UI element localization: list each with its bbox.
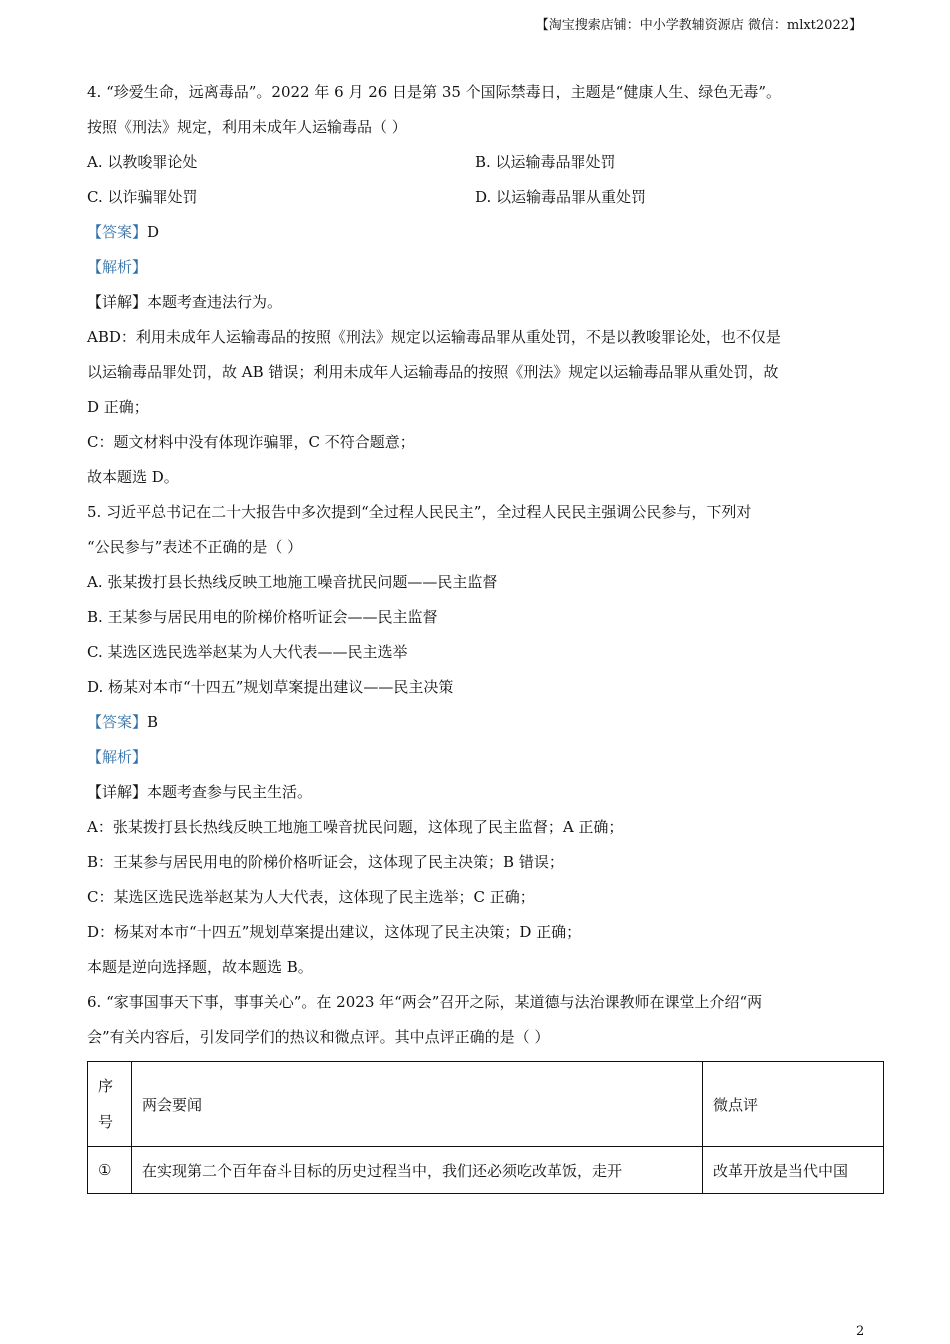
q5-option-a: A. 张某拨打县长热线反映工地施工噪音扰民问题——民主监督	[87, 573, 498, 591]
q5-explanation-4: D：杨某对本市“十四五”规划草案提出建议，这体现了民主决策；D 正确；	[87, 923, 582, 941]
table-row	[88, 1147, 884, 1194]
q5-option-d: D. 杨某对本市“十四五”规划草案提出建议——民主决策	[87, 678, 454, 696]
q4-stem-line1: 4. “珍爱生命，远离毒品”。2022 年 6 月 26 日是第 35 个国际禁毒日，主题是“健康人生、绿色无毒”。	[87, 83, 782, 101]
q5-option-b: B. 王某参与居民用电的阶梯价格听证会——民主监督	[87, 608, 438, 626]
q4-explanation-5: 故本题选 D。	[87, 468, 179, 486]
q6-table	[87, 1061, 884, 1194]
q4-option-d: D. 以运输毒品罪从重处罚	[475, 188, 647, 206]
q4-stem-line2: 按照《刑法》规定，利用未成年人运输毒品（ ）	[87, 118, 407, 136]
q5-explanation-5: 本题是逆向选择题，故本题选 B。	[87, 958, 313, 976]
q4-explanation-3: D 正确；	[87, 398, 149, 416]
q5-answer	[87, 705, 877, 740]
table-header-row	[88, 1062, 884, 1147]
q5-explanation-2: B：王某参与居民用电的阶梯价格听证会，这体现了民主决策；B 错误；	[87, 853, 564, 871]
q5-stem-line2: “公民参与”表述不正确的是（ ）	[87, 538, 303, 556]
row-comment-cell: 改革开放是当代中国	[703, 1147, 884, 1194]
q5-stem-line1: 5. 习近平总书记在二十大报告中多次提到“全过程人民民主”，全过程人民民主强调公民参与，下列对	[87, 503, 752, 521]
header-cell-number	[88, 1062, 132, 1147]
q5-detail: 【详解】本题考查参与民主生活。	[87, 783, 313, 801]
q4-option-a: A. 以教唆罪论处	[87, 153, 198, 171]
q4-answer	[87, 215, 877, 250]
q5-answer-value: B	[147, 713, 159, 731]
q5-answer-tag: 【答案】	[87, 713, 148, 731]
q4-options-row2	[87, 180, 877, 215]
q4-explanation-4: C：题文材料中没有体现诈骗罪，C 不符合题意；	[87, 433, 415, 451]
q6-stem-line1: 6. “家事国事天下事，事事关心”。在 2023 年“两会”召开之际，某道德与法治课教师在课堂上介绍“两	[87, 993, 763, 1011]
q4-answer-value: D	[147, 223, 160, 241]
q4-option-c: C. 以诈骗罪处罚	[87, 188, 198, 206]
q5-explanation-3: C：某选区选民选举赵某为人大代表，这体现了民主选举；C 正确；	[87, 888, 535, 906]
q4-option-b: B. 以运输毒品罪处罚	[475, 153, 616, 171]
header-number-char1: 序	[98, 1077, 114, 1095]
document-body	[87, 75, 877, 1194]
header-number-char2: 号	[98, 1113, 114, 1131]
row-news-cell: 在实现第二个百年奋斗目标的历史过程当中，我们还必须吃改革饭，走开	[132, 1147, 703, 1194]
q6-stem-line2: 会”有关内容后，引发同学们的热议和微点评。其中点评正确的是（ ）	[87, 1028, 550, 1046]
q4-answer-tag: 【答案】	[87, 223, 148, 241]
q5-explanation-1: A：张某拨打县长热线反映工地施工噪音扰民问题，这体现了民主监督；A 正确；	[87, 818, 624, 836]
q4-explanation-2: 以运输毒品罪处罚，故 AB 错误；利用未成年人运输毒品的按照《刑法》规定以运输毒品罪从重处罚，故	[87, 363, 779, 381]
q4-analysis-tag: 【解析】	[87, 258, 148, 276]
q4-explanation-1: ABD：利用未成年人运输毒品的按照《刑法》规定以运输毒品罪从重处罚，不是以教唆罪论处，也不仅是	[87, 328, 781, 346]
row-number-cell: ①	[88, 1147, 132, 1194]
q4-options-row1	[87, 145, 877, 180]
header-cell-comment: 微点评	[703, 1062, 884, 1147]
q5-analysis-tag: 【解析】	[87, 748, 148, 766]
page-number: 2	[856, 1324, 865, 1339]
page-header: 【淘宝搜索店铺：中小学教辅资源店 微信：mlxt2022】	[535, 18, 862, 33]
header-cell-news: 两会要闻	[132, 1062, 703, 1147]
q5-option-c: C. 某选区选民选举赵某为人大代表——民主选举	[87, 643, 408, 661]
q4-detail: 【详解】本题考查违法行为。	[87, 293, 283, 311]
